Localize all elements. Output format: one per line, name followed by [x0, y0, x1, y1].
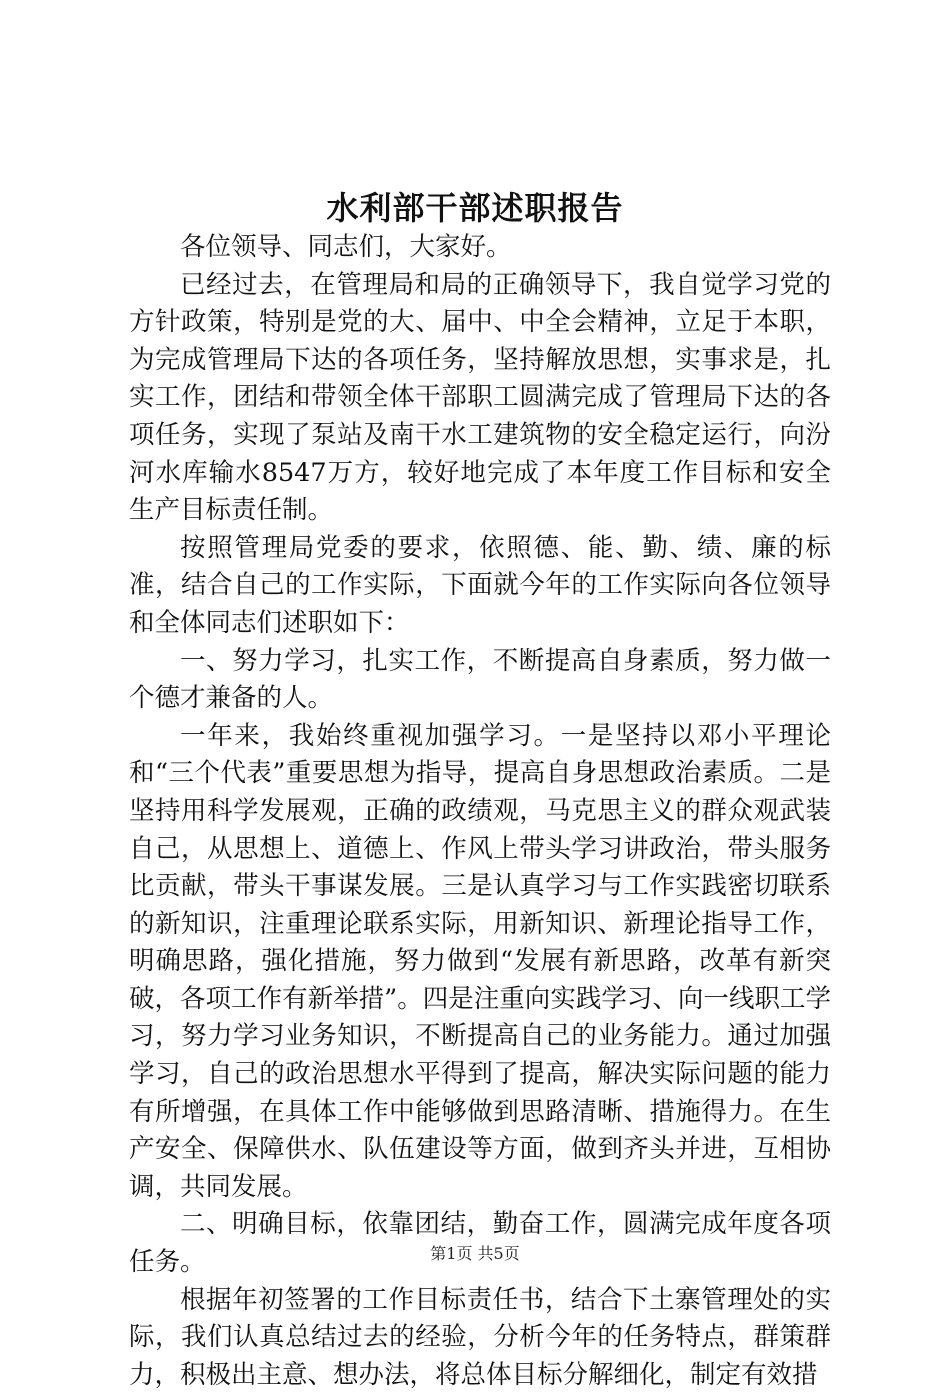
section-one-paragraph: 一年来，我始终重视加强学习。一是坚持以邓小平理论和“三个代表”重要思想为指导，提高自身思想政治素质。二是坚持用科学发展观，正确的政绩观，马克思主义的群众观武装自己，从思想上、道德上、作风上带头学习讲政治，带头服务比贡献，带头干事谋发展。三是认真学习与工作实践密切联系的新知识，注重理论联系实际，用新知识、新理论指导工作，明确思路，强化措施，努力做到“发展有新思路，改革有新突破，各项工作有新举措”。四是注重向实践学习、向一线职工学习，努力学习业务知识，不断提高自己的业务能力。通过加强学习，自己的政治思想水平得到了提高，解决实际问题的能力有所增强，在具体工作中能够做到思路清晰、措施得力。在生产安全、保障供水、队伍建设等方面，做到齐头并进，互相协调，共同发展。 — [129, 720, 831, 1202]
greeting-paragraph: 各位领导、同志们，大家好。 — [180, 232, 512, 262]
section-one-heading: 一、努力学习，扎实工作，不断提高自身素质，努力做一个德才兼备的人。 — [129, 645, 831, 714]
section-two-heading: 二、明确目标，依靠团结，勤奋工作，圆满完成年度各项任务。 — [129, 1209, 831, 1278]
document-title: 水利部干部述职报告 — [326, 189, 624, 227]
section-two-paragraph: 根据年初签署的工作目标责任书，结合下土寨管理处的实际，我们认真总结过去的经验，分析今年的任务特点，群策群力，积极出主意、想办法，将总体目标分解细化，制定有效措 — [129, 1284, 831, 1390]
report-preface-paragraph: 按照管理局党委的要求，依照德、能、勤、绩、廉的标准，结合自己的工作实际，下面就今年的工作实际向各位领导和全体同志们述职如下： — [129, 532, 831, 638]
page-footer: 第1页 共5页 — [430, 1244, 520, 1263]
document-body — [129, 229, 831, 1394]
intro-paragraph: 已经过去，在管理局和局的正确领导下，我自觉学习党的方针政策，特别是党的大、届中、中全会精神，立足于本职，为完成管理局下达的各项任务，坚持解放思想，实事求是，扎实工作，团结和带领全体干部职工圆满完成了管理局下达的各项任务，实现了泵站及南干水工建筑物的安全稳定运行，向汾河水库输水8547万方，较好地完成了本年度工作目标和安全生产目标责任制。 — [129, 269, 831, 526]
